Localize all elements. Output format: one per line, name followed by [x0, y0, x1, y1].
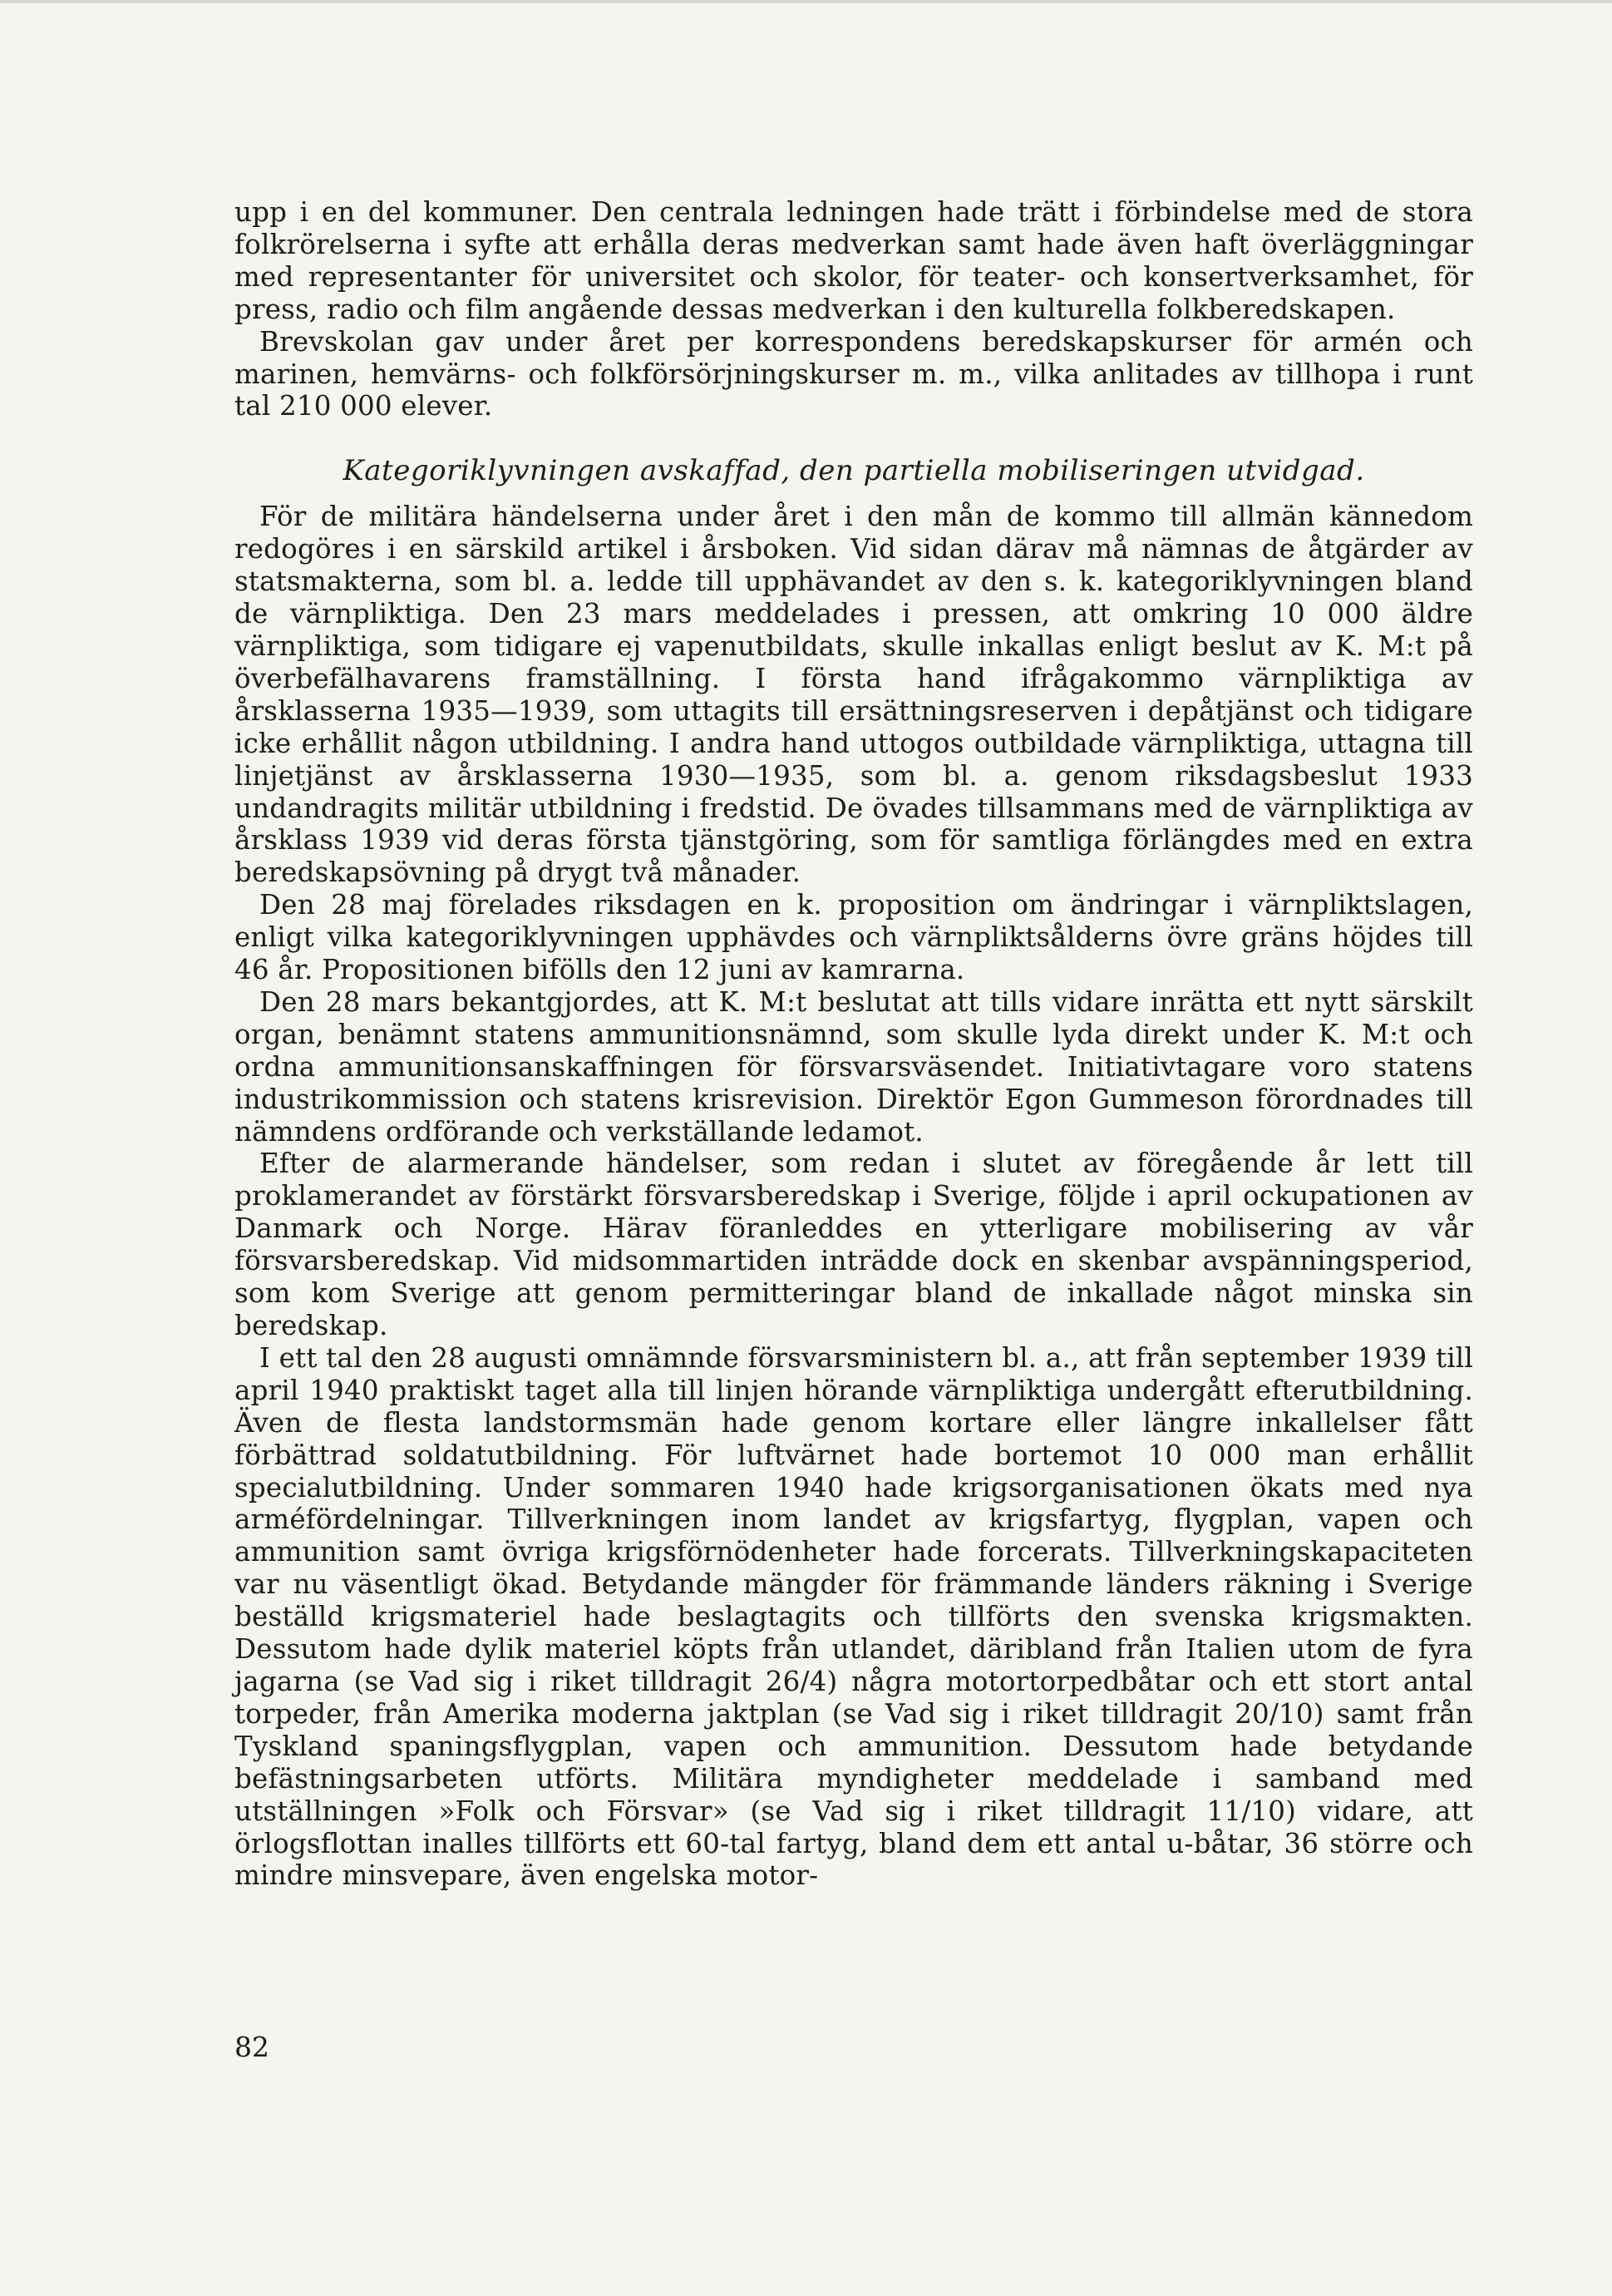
page-top-edge [0, 0, 1612, 3]
section-heading: Kategoriklyvningen avskaffad, den partiella mobiliseringen utvidgad. [343, 454, 1365, 488]
paragraph-proposition: Den 28 maj förelades riksdagen en k. proposition om ändringar i värnpliktslagen, enligt vilka kategoriklyvningen upphävdes och värnpliktsålderns övre gräns höjdes till 46 år. Propositionen bifölls den 12 juni av kamrarna. [234, 889, 1473, 986]
body-text [234, 196, 1473, 1892]
paragraph-ammunition-board: Den 28 mars bekantgjordes, att K. M:t beslutat att tills vidare inrätta ett nytt särskilt organ, benämnt statens ammunitionsnämnd, som skulle lyda direkt under K. M:t och ordna ammunitionsanskaffningen för försvarsväsendet. Initiativtagare voro statens industrikommission och statens krisrevision. Direktör Egon Gummeson förordnades till nämndens ordförande och verkställande ledamot. [234, 985, 1473, 1148]
paragraph-defence-speech: I ett tal den 28 augusti omnämnde försvarsministern bl. a., att från september 1939 till april 1940 praktiskt taget alla till linjen hörande värnpliktiga undergått efterutbildning. Även de flesta landstormsmän hade genom kortare eller längre inkallelser fått förbättrad soldatutbildning. För luftvärnet hade bortemot 10 000 man erhållit specialutbildning. Under sommaren 1940 hade krigsorganisationen ökats med nya arméfördelningar. Tillverkningen inom landet av krigsfartyg, flygplan, vapen och ammunition samt övriga krigsförnödenheter hade forcerats. Tillverkningskapaciteten var nu väsentligt ökad. Betydande mängder för främmande länders räkning i Sverige beställd krigsmateriel hade beslagtagits och tillförts den svenska krigsmakten. Dessutom hade dylik materiel köpts från utlandet, däribland från Italien utom de fyra jagarna (se Vad sig i riket tilldragit 26/4) några motortorpedbåtar och ett stort antal torpeder, från Amerika moderna jaktplan (se Vad sig i riket tilldragit 20/10) samt från Tyskland spaningsflygplan, vapen och ammunition. Dessutom hade betydande befästningsarbeten utförts. Militära myndigheter meddelade i samband med utställningen »Folk och Försvar» (se Vad sig i riket tilldragit 11/10) vidare, att örlogsflottan inalles tillförts ett 60-tal fartyg, bland dem ett antal u-båtar, 36 större och mindre minsvepare, även engelska motor- [234, 1341, 1473, 1892]
page-number: 82 [234, 2031, 269, 2063]
paragraph-brevskolan: Brevskolan gav under året per korrespondens beredskapskurser för armén och marinen, hemvärns- och folkförsörjningskurser m. m., vilka anlitades av tillhopa i runt tal 210 000 elever. [234, 325, 1473, 422]
paragraph-occupation: Efter de alarmerande händelser, som redan i slutet av föregående år lett till proklamerandet av förstärkt försvarsberedskap i Sverige, följde i april ockupationen av Danmark och Norge. Härav föranleddes en ytterligare mobilisering av vår försvarsberedskap. Vid midsommartiden inträdde dock en skenbar avspänningsperiod, som kom Sverige att genom permitteringar bland de inkallade något minska sin beredskap. [234, 1148, 1473, 1341]
paragraph-military-events: För de militära händelserna under året i den mån de kommo till allmän kännedom redogöres i en särskild artikel i årsboken. Vid sidan därav må nämnas de åtgärder av statsmakterna, som bl. a. ledde till upphävandet av den s. k. kategoriklyvningen bland de värnpliktiga. Den 23 mars meddelades i pressen, att omkring 10 000 äldre värnpliktiga, som tidigare ej vapenutbildats, skulle inkallas enligt beslut av K. M:t på överbefälhavarens framställning. I första hand ifrågakommo värnpliktiga av årsklasserna 1935—1939, som uttagits till ersättningsreserven i depåtjänst och tidigare icke erhållit någon utbildning. I andra hand uttogos outbildade värnpliktiga, uttagna till linjetjänst av årsklasserna 1930—1935, som bl. a. genom riksdagsbeslut 1933 undandragits militär utbildning i fredstid. De övades tillsammans med de värnpliktiga av årsklass 1939 vid deras första tjänstgöring, som för samtliga förlängdes med en extra beredskapsövning på drygt två månader. [234, 501, 1473, 889]
paragraph-continuation: upp i en del kommuner. Den centrala ledningen hade trätt i förbindelse med de stora folkrörelserna i syfte att erhålla deras medverkan samt hade även haft överläggningar med representanter för universitet och skolor, för teater- och konsertverksamhet, för press, radio och film angående dessas medverkan i den kulturella folkberedskapen. [234, 196, 1473, 325]
